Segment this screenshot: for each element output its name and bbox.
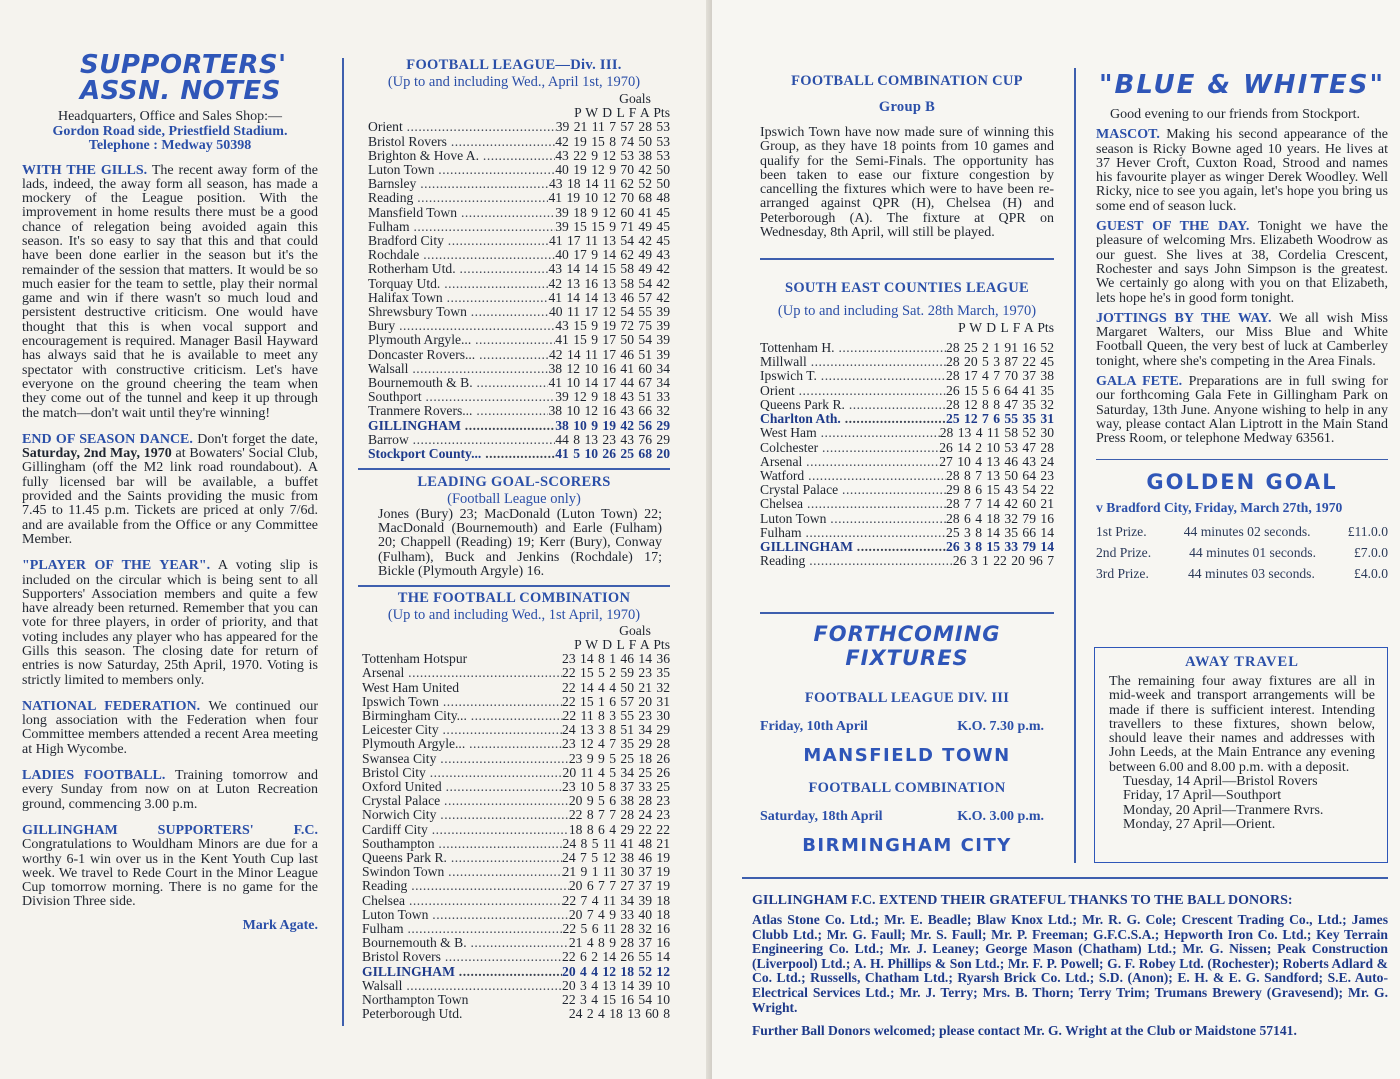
team-name: Arsenal .....: [362, 666, 562, 680]
team-name: Walsall .....: [362, 979, 562, 993]
table-row: [362, 666, 670, 680]
away-fixture: Monday, 27 April—Orient.: [1123, 816, 1276, 832]
table-row: [362, 993, 670, 1007]
table-row: [368, 291, 670, 305]
divider: [760, 258, 1054, 260]
team-stats: 18 8 6 4 29 22 22: [568, 821, 670, 837]
table-row: [368, 447, 670, 461]
table-row: [760, 497, 1054, 511]
table-row: [760, 455, 1054, 469]
golden-goal-match: v Bradford City, Friday, March 27th, 1970: [1096, 500, 1343, 516]
team-name: Fulham .....: [760, 526, 946, 540]
team-name: Tranmere Rovers... .....: [368, 404, 548, 418]
team-stats: 42 19 15 8 74 50 53: [555, 133, 670, 149]
team-name: Reading .....: [760, 554, 953, 568]
team-stats: 26 3 1 22 20 96 7: [952, 553, 1054, 569]
team-name: Queens Park R. .....: [760, 398, 946, 412]
team-name: Cardiff City .....: [362, 823, 569, 837]
team-stats: 40 11 17 12 54 55 39: [548, 304, 670, 320]
team-stats: 24 13 3 8 51 34 29: [562, 722, 670, 738]
team-name: Bristol City .....: [362, 766, 563, 780]
table-row: [362, 723, 670, 737]
table-row: [760, 412, 1054, 426]
divider: [358, 468, 670, 470]
table-row: [362, 936, 670, 950]
table-row: [760, 540, 1054, 554]
away-fixture: Monday, 20 April—Tranmere Rvrs.: [1123, 802, 1324, 818]
team-stats: 28 8 7 13 50 64 23: [946, 467, 1054, 483]
team-stats: 21 4 8 9 28 37 16: [568, 935, 670, 951]
table-row: [368, 191, 670, 205]
team-name: Colchester .....: [760, 441, 939, 455]
table-row: [368, 220, 670, 234]
prize-amount: £11.0.0: [1347, 524, 1388, 540]
team-stats: 43 14 14 15 58 49 42: [548, 261, 670, 277]
ball-donors-title: GILLINGHAM F.C. EXTEND THEIR GRATEFUL THANKS TO THE BALL DONORS:: [752, 893, 1293, 908]
fixtures-league-row: Friday, 10th April K.O. 7.30 p.m.: [760, 718, 1044, 734]
goals-label: Goals: [619, 622, 651, 638]
prize-place: 3rd Prize.: [1096, 566, 1149, 582]
team-stats: 28 13 4 11 58 52 30: [939, 425, 1054, 441]
team-stats: 43 18 14 11 62 52 50: [548, 176, 670, 192]
team-name: Brighton & Hove A. .....: [368, 149, 555, 163]
team-stats: 28 17 4 7 70 37 38: [946, 368, 1054, 384]
team-stats: 23 14 8 1 46 14 36: [562, 651, 670, 667]
team-name: Oxford United .....: [362, 780, 562, 794]
team-name: Fulham .....: [362, 922, 563, 936]
team-name: Shrewsbury Town .....: [368, 305, 549, 319]
team-name: Halifax Town .....: [368, 291, 548, 305]
table-row: [362, 950, 670, 964]
team-stats: 39 12 9 18 43 51 33: [555, 389, 670, 405]
table-row: [760, 441, 1054, 455]
column-divider: [1074, 68, 1076, 863]
signature: Mark Agate.: [242, 917, 318, 933]
team-name: Ipswich Town .....: [362, 695, 562, 709]
fixtures-comb-title: FOOTBALL COMBINATION: [808, 779, 1006, 796]
dance-paragraph: END OF SEASON DANCE. Don't forget the date, Saturday, 2nd May, 1970 at Bowaters' Social Club, Gillingham (off the M2 link road roundabout). A fully licensed bar will be available, a buffet provided and the Saints providing the music from 7.45 to 11.45 p.m. Tickets are priced at only 7/6d. and are available from the Office or any Committee Member.: [22, 431, 319, 547]
table-row: [368, 277, 670, 291]
right-page: [712, 0, 1400, 1079]
league3-header: P W D L F A Pts: [574, 105, 670, 121]
table-row: [362, 879, 670, 893]
team-name: Bristol Rovers .....: [368, 135, 555, 149]
team-stats: 41 5 10 26 25 68 20: [555, 446, 670, 462]
tables-column: [358, 0, 670, 1021]
fixtures-league-opponent: MANSFIELD TOWN: [803, 744, 1011, 766]
table-row: [362, 695, 670, 709]
combination-title: THE FOOTBALL COMBINATION: [397, 589, 631, 606]
table-row: [760, 398, 1054, 412]
table-row: [362, 1007, 670, 1021]
guest-paragraph: GUEST OF THE DAY. Tonight we have the pleasure of welcoming Mrs. Elizabeth Woodrow as our guest. She lives at 38, Cordelia Crescent, Rochester and says John Simpson is the greatest. We certainly go along with you on that Elizabeth, lets hope he's in good form tonight.: [1096, 219, 1388, 306]
cup-group: Group B: [878, 99, 936, 115]
supporters-title: SUPPORTERS' ASSN. NOTES: [80, 50, 287, 106]
table-row: [368, 163, 670, 177]
blue-whites-title: "BLUE & WHITES": [1098, 70, 1386, 100]
team-name: Crystal Palace .....: [362, 794, 569, 808]
prize-place: 2nd Prize.: [1096, 545, 1152, 561]
gala-paragraph: GALA FETE. Preparations are in full swing for our forthcoming Gala Fete in Gillingham Park on Saturday, 13th June. Anyone wishing to help in any way, please contact Alan Liptrott in the Main Stand Press Room, or telephone Medway 63561.: [1096, 374, 1388, 447]
se-subtitle: (Up to and including Sat. 28th March, 1970): [777, 302, 1037, 319]
prize-time: 44 minutes 02 seconds.: [1183, 524, 1311, 540]
team-name: Birmingham City... .....: [362, 709, 563, 723]
team-name: Orient .....: [760, 384, 946, 398]
team-stats: 41 15 9 17 50 54 39: [555, 332, 670, 348]
table-row: [362, 808, 670, 822]
league3-table: [358, 92, 670, 461]
team-name: GILLINGHAM .....: [368, 419, 555, 433]
prize-row: [1096, 563, 1388, 584]
team-stats: 42 14 11 17 46 51 39: [548, 346, 670, 362]
supporters-intro: Headquarters, Office and Sales Shop:— Gordon Road side, Priestfield Stadium. Telephone : Medway 50398: [52, 109, 288, 153]
table-row: [760, 384, 1054, 398]
team-name: Bury .....: [368, 319, 555, 333]
team-stats: 43 22 9 12 53 38 53: [555, 147, 670, 163]
team-name: Arsenal .....: [760, 455, 939, 469]
away-travel-fixtures: [1109, 775, 1375, 832]
team-stats: 24 2 4 18 13 60 8: [568, 1006, 670, 1022]
prize-row: [1096, 521, 1388, 542]
team-stats: 41 14 14 13 46 57 42: [548, 289, 670, 305]
team-name: Luton Town .....: [760, 512, 946, 526]
fixtures-comb-row: Saturday, 18th April K.O. 3.00 p.m.: [760, 808, 1044, 824]
table-row: [368, 248, 670, 262]
gills-paragraph: WITH THE GILLS. The recent away form of the lads, indeed, the away form all season, has made a mockery of the League position. With the improvement in home results there must be a good chance of relegation being avoided again this season. It's so easy to say that this and that could have been done earlier in the season but it's the remainder of the session that matters. It would be so much easier for the team to settle, play their normal game and win if there wasn't so much loud and persistent destructive criticism. One would have thought that this is when vocal support and encouragement is required. Manager Basil Hayward has always said that he is available to meet any spectator with constructive criticism. Let's have everyone on the ground cheering the team when they come out of the tunnel and keep it up through the match—don't wait until they're winning!: [22, 162, 318, 421]
team-name: Chelsea .....: [760, 497, 946, 511]
team-name: Charlton Ath. .....: [760, 412, 946, 426]
away-travel-box: [1094, 647, 1388, 863]
table-row: [362, 865, 670, 879]
team-stats: 22 14 4 4 50 21 32: [562, 679, 670, 695]
team-stats: 20 7 4 9 33 40 18: [568, 906, 670, 922]
prize-row: [1096, 542, 1388, 563]
table-row: [362, 681, 670, 695]
blue-whites-column: [1096, 0, 1388, 584]
team-name: Southport .....: [368, 390, 555, 404]
table-row: [368, 234, 670, 248]
table-row: [368, 177, 670, 191]
ball-donors-text: Atlas Stone Co. Ltd.; Mr. E. Beadle; Blaw Knox Ltd.; Mr. R. G. Cole; Crescent Trading Co., Ltd.; James Clubb Ltd.; Mr. G. Faull; Mr. S. Faull; Mr. P. Freeman; G.F.C.S.A.; Hepworth Iron Co. Ltd.; Key Terrain Engineering Co. Ltd.; Mr. J. Leaney; George Mason (Chatham) Ltd.; Mr. G. Nissen; Peak Construction (Liverpool) Ltd.; A. H. Phillips & Son Ltd.; Mr. F. P. Powell; G. F. Robey Ltd. (Rochester); Roberts Adlard & Co. Ltd.; Russells, Chatham Ltd.; Ryarsh Brick Co. Ltd.; S.D. (Anon); E. H. & E. G. Sandford; S.E. Auto-Electrical Services Ltd.; Mr. J. Terry; Mrs. B. Thorn; Terry Trim; Trumans Brewery (Gravesend); Mr. G. Wright.: [752, 912, 1388, 1015]
team-stats: 43 15 9 19 72 75 39: [555, 318, 670, 334]
away-fixture: Tuesday, 14 April—Bristol Rovers: [1123, 774, 1318, 790]
league3-title: FOOTBALL LEAGUE—Div. III.: [406, 57, 622, 73]
team-stats: 21 9 1 11 30 37 19: [562, 864, 670, 880]
team-name: Doncaster Rovers... .....: [368, 348, 549, 362]
gsfc-paragraph: GILLINGHAM SUPPORTERS' F.C. Congratulations to Wouldham Minors are due for a worthy 6-1 win over us in the Kent Youth Cup last week. We travel to Rede Court in the Minor League Cup tomorrow morning. There is no game for the Division Three side.: [22, 822, 318, 910]
team-stats: 23 9 9 5 25 18 26: [568, 750, 670, 766]
team-stats: 20 9 5 6 38 28 23: [568, 793, 670, 809]
golden-goal-title: GOLDEN GOAL: [1146, 470, 1338, 495]
table-row: [368, 206, 670, 220]
team-stats: 41 10 14 17 44 67 34: [548, 375, 670, 391]
team-name: Luton Town .....: [368, 163, 555, 177]
team-stats: 23 12 4 7 35 29 28: [562, 736, 670, 752]
divider: [742, 877, 1388, 879]
table-row: [368, 348, 670, 362]
team-stats: 22 15 1 6 57 20 31: [562, 693, 670, 709]
team-name: Fulham .....: [368, 220, 555, 234]
table-row: [760, 426, 1054, 440]
team-stats: 26 3 8 15 33 79 14: [946, 538, 1054, 554]
team-name: Swindon Town .....: [362, 865, 563, 879]
team-name: Bristol Rovers .....: [362, 950, 562, 964]
team-stats: 42 13 16 13 58 54 42: [548, 275, 670, 291]
team-stats: 39 15 15 9 71 49 45: [555, 218, 670, 234]
table-row: [368, 305, 670, 319]
team-name: Queens Park R. .....: [362, 851, 562, 865]
prize-amount: £4.0.0: [1354, 566, 1388, 582]
away-travel-text: The remaining four away fixtures are all in mid-week and transport arrangements will be made if there is sufficient interest. Intending travellers to these fixtures, shown below, should leave their names and addresses with John Leeds, at the Main Entrance any evening between 6.00 and 8.00 p.m. with a deposit.: [1109, 674, 1375, 775]
team-stats: 22 7 4 11 34 39 18: [562, 892, 670, 908]
supporters-notes-column: [22, 0, 318, 934]
team-stats: 39 21 11 7 57 28 53: [555, 119, 670, 135]
cup-text: Ipswich Town have now made sure of winning this Group, as they have 18 points from 10 games and qualify for the Semi-Finals. The opportunity has been taken to ease our fixture congestion by cancelling the fixtures which were to have been re-arranged against QPR (H), Chelsea (H) and Peterborough (A). The fixture at QPR on Wednesday, 8th April, will still be played.: [760, 125, 1054, 241]
team-stats: 24 7 5 12 38 46 19: [562, 850, 670, 866]
team-stats: 29 8 6 15 43 54 22: [946, 482, 1054, 498]
se-title: SOUTH EAST COUNTIES LEAGUE: [784, 279, 1030, 296]
team-stats: 22 3 4 15 16 54 10: [562, 992, 670, 1008]
team-stats: 28 12 8 8 47 35 32: [946, 396, 1054, 412]
divider: [358, 585, 670, 587]
team-stats: 26 14 2 10 53 47 28: [939, 439, 1054, 455]
table-row: [362, 908, 670, 922]
table-row: [362, 965, 670, 979]
ball-donors-footer: Further Ball Donors welcomed; please contact Mr. G. Wright at the Club or Maidstone 57141.: [752, 1023, 1297, 1039]
table-row: [368, 390, 670, 404]
scorers-text: Jones (Bury) 23; MacDonald (Luton Town) 22; MacDonald (Bournemouth) and Earle (Fulham) 20; Chappell (Reading) 19; Kerr (Bury), Conway (Fulham), Buck and Jenkins (Rochdale) 17; Bickle (Plymouth Argyle) 16.: [378, 506, 662, 579]
table-row: [760, 512, 1054, 526]
scorers-subtitle: (Football League only): [447, 490, 581, 507]
divider: [1096, 459, 1388, 461]
team-name: Chelsea .....: [362, 894, 563, 908]
team-stats: 22 15 5 2 59 23 35: [562, 665, 670, 681]
team-name: Reading .....: [368, 191, 548, 205]
team-name: Luton Town .....: [362, 908, 569, 922]
team-stats: 20 3 4 13 14 39 10: [562, 977, 670, 993]
combination-header: P W D L F A Pts: [574, 636, 670, 652]
team-stats: 24 8 5 11 41 48 21: [562, 835, 670, 851]
table-row: [362, 922, 670, 936]
team-stats: 22 6 2 14 26 55 14: [562, 949, 670, 965]
table-row: [362, 652, 670, 666]
poty-paragraph: "PLAYER OF THE YEAR". A voting slip is included on the circular which is being sent to all Supporters' Association members and quite a few have already been returned. Remember that you can vote for three players, in order of priority, and that voting includes any player who has appeared for the Gills this season. The closing date for return of entries is now Saturday, 25th April, 1970. Voting is strictly limited to members only.: [22, 558, 319, 688]
team-stats: 20 6 7 7 27 37 19: [568, 878, 670, 894]
team-stats: 38 12 10 16 41 60 34: [548, 360, 670, 376]
team-name: Tottenham H. .....: [760, 341, 946, 355]
table-row: [368, 404, 670, 418]
table-row: [368, 333, 670, 347]
ladies-paragraph: LADIES FOOTBALL. Training tomorrow and every Sunday from now on at Luton Recreation ground, commencing 3.00 p.m.: [22, 768, 318, 812]
table-row: [760, 554, 1054, 568]
team-name: Leicester City .....: [362, 723, 562, 737]
table-row: [760, 469, 1054, 483]
table-row: [362, 766, 670, 780]
team-name: Plymouth Argyle... .....: [368, 333, 555, 347]
combination-subtitle: (Up to and including Wed., 1st April, 1970): [387, 606, 641, 623]
team-name: Reading .....: [362, 879, 569, 893]
team-name: Rotherham Utd. .....: [368, 262, 548, 276]
team-name: Tottenham Hotspur: [362, 652, 468, 667]
team-stats: 39 18 9 12 60 41 45: [555, 204, 670, 220]
away-travel-title: AWAY TRAVEL: [1185, 654, 1299, 670]
table-row: [362, 979, 670, 993]
goals-label: Goals: [619, 91, 651, 106]
team-name: Barrow .....: [368, 433, 555, 447]
table-row: [362, 709, 670, 723]
golden-goal-prizes: [1096, 521, 1388, 584]
team-stats: 25 12 7 6 55 35 31: [946, 411, 1054, 427]
fixtures-comb-opponent: BIRMINGHAM CITY: [802, 834, 1012, 856]
table-row: [368, 376, 670, 390]
ball-donors-section: [752, 893, 1388, 1039]
team-stats: 26 15 5 6 64 41 35: [946, 382, 1054, 398]
team-stats: 41 19 10 12 70 68 48: [548, 190, 670, 206]
team-name: Peterborough Utd.: [362, 1007, 463, 1022]
team-name: Barnsley .....: [368, 177, 549, 191]
team-stats: 25 3 8 14 35 66 14: [946, 524, 1054, 540]
team-name: West Ham .....: [760, 426, 940, 440]
table-row: [362, 894, 670, 908]
team-name: Watford .....: [760, 469, 946, 483]
table-row: [760, 483, 1054, 497]
team-name: Norwich City .....: [362, 808, 569, 822]
table-row: [760, 369, 1054, 383]
table-row: [362, 794, 670, 808]
table-row: [368, 433, 670, 447]
table-row: [362, 737, 670, 751]
team-stats: 41 17 11 13 54 42 45: [548, 233, 670, 249]
column-divider: [342, 58, 344, 1026]
team-name: Orient .....: [368, 120, 556, 134]
table-row: [362, 780, 670, 794]
jottings-paragraph: JOTTINGS BY THE WAY. We all wish Miss Margaret Walters, our Miss Blue and White Football Queen, the very best of luck at Camberley tonight, where she's competing in the Area Finals.: [1096, 310, 1389, 369]
team-stats: 40 19 12 9 70 42 50: [555, 162, 670, 178]
table-row: [362, 851, 670, 865]
team-name: Mansfield Town .....: [368, 206, 555, 220]
table-row: [362, 837, 670, 851]
team-stats: 28 6 4 18 32 79 16: [946, 510, 1054, 526]
team-stats: 44 8 13 23 43 76 29: [555, 431, 670, 447]
table-row: [362, 752, 670, 766]
prize-time: 44 minutes 03 seconds.: [1188, 566, 1315, 582]
table-row: [760, 355, 1054, 369]
se-header: P W D L F A Pts: [958, 319, 1054, 335]
team-name: Stockport County... .....: [368, 447, 555, 461]
team-stats: 28 7 7 14 42 60 21: [946, 496, 1054, 512]
team-name: Bradford City .....: [368, 234, 549, 248]
team-name: Rochdale .....: [368, 248, 555, 262]
cup-title: FOOTBALL COMBINATION CUP: [791, 73, 1023, 89]
table-row: [760, 526, 1054, 540]
combination-table: [358, 624, 670, 1022]
team-stats: 27 10 4 13 46 43 24: [939, 453, 1054, 469]
team-stats: 38 10 9 19 42 56 29: [555, 417, 670, 433]
team-name: Millwall .....: [760, 355, 946, 369]
team-name: GILLINGHAM .....: [760, 540, 946, 554]
table-row: [368, 319, 670, 333]
team-name: Torquay Utd. .....: [368, 277, 548, 291]
team-name: Swansea City .....: [362, 752, 569, 766]
table-row: [368, 262, 670, 276]
fixtures-league-title: FOOTBALL LEAGUE DIV. III: [804, 689, 1010, 706]
team-name: GILLINGHAM .....: [362, 965, 562, 979]
team-stats: 22 8 7 7 28 24 23: [568, 807, 670, 823]
team-name: Southampton .....: [362, 837, 563, 851]
team-stats: 22 5 6 11 28 32 16: [562, 921, 670, 937]
team-stats: 40 17 9 14 62 49 43: [555, 247, 670, 263]
team-name: Bournemouth & B. .....: [368, 376, 548, 390]
league3-subtitle: (Up to and including Wed., April 1st, 1970): [387, 74, 641, 90]
team-stats: 22 11 8 3 55 23 30: [562, 707, 670, 723]
team-stats: 23 10 5 8 37 33 25: [562, 779, 670, 794]
team-name: Crystal Palace .....: [760, 483, 946, 497]
team-stats: 38 10 12 16 43 66 32: [548, 403, 670, 419]
se-table: [760, 321, 1054, 568]
team-name: Northampton Town: [362, 993, 469, 1008]
blue-whites-intro: Good evening to our friends from Stockport.: [1110, 107, 1361, 122]
table-row: [368, 362, 670, 376]
team-stats: 20 4 4 12 18 52 12: [562, 963, 670, 979]
cup-column: [760, 0, 1054, 856]
table-row: [368, 419, 670, 433]
scorers-title: LEADING GOAL-SCORERS: [417, 473, 611, 490]
table-row: [368, 135, 670, 149]
prize-place: 1st Prize.: [1096, 524, 1147, 540]
away-fixture: Friday, 17 April—Southport: [1123, 788, 1282, 804]
table-row: [760, 341, 1054, 355]
divider: [760, 612, 1054, 614]
table-row: [368, 149, 670, 163]
fixtures-title: FORTHCOMING FIXTURES: [813, 621, 1001, 670]
table-row: [362, 823, 670, 837]
team-name: Plymouth Argyle... .....: [362, 737, 562, 751]
prize-amount: £7.0.0: [1354, 545, 1388, 561]
table-row: [368, 120, 670, 134]
team-stats: 28 25 2 1 91 16 52: [946, 340, 1054, 356]
team-name: Ipswich T. .....: [760, 369, 946, 383]
team-name: Walsall .....: [368, 362, 548, 376]
mascot-paragraph: MASCOT. Making his second appearance of the season is Ricky Bowne aged 10 years. He lives at 37 Hever Croft, Cuxton Road, Strood and names his favourite player as winger Derek Woodley. Well Ricky, nice to see you again, let's hope you bring us some end of season luck.: [1096, 127, 1388, 214]
team-stats: 28 20 5 3 87 22 45: [946, 354, 1054, 370]
team-name: Bournemouth & B. .....: [362, 936, 569, 950]
team-stats: 20 11 4 5 34 25 26: [562, 764, 670, 780]
federation-paragraph: NATIONAL FEDERATION. We continued our long association with the Federation when four Committee members attended a recent Area meeting at High Wycombe.: [22, 698, 318, 757]
team-name: West Ham United: [362, 680, 460, 695]
prize-time: 44 minutes 01 seconds.: [1189, 545, 1316, 561]
